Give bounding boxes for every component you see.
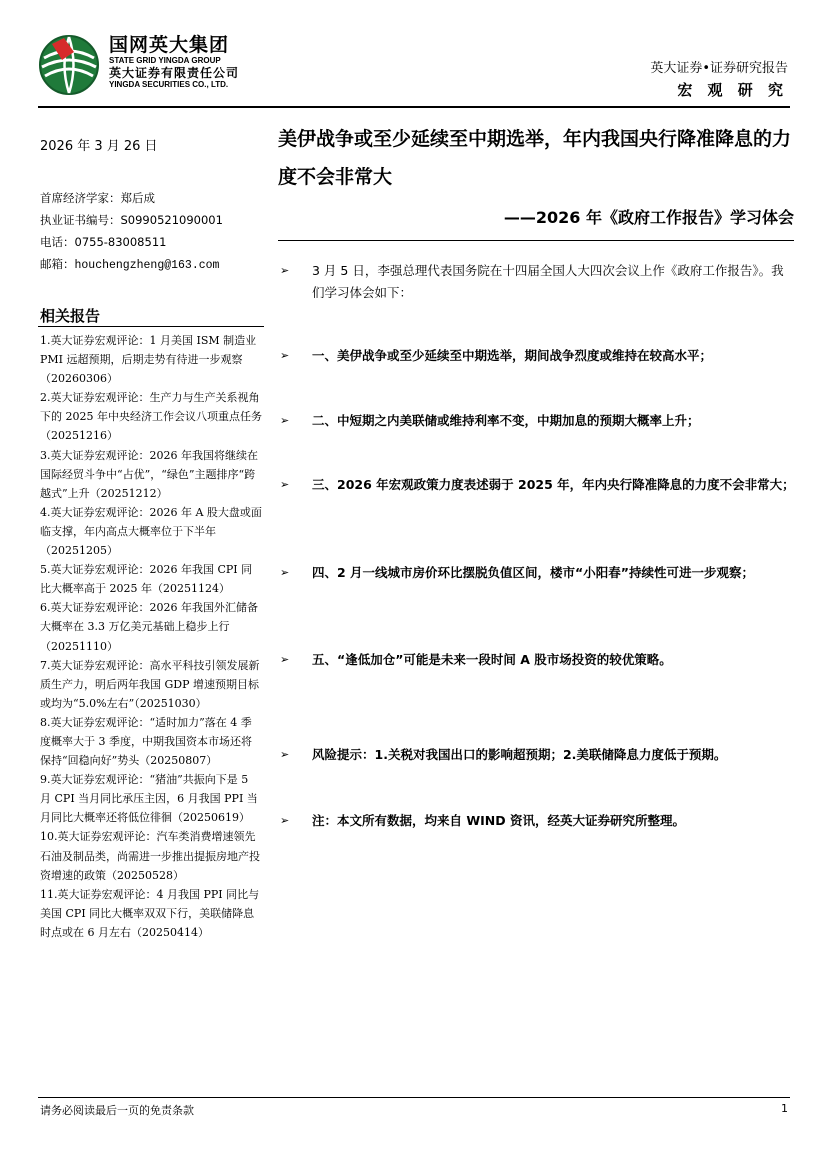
bullet-point-5: ➢ 五、“逢低加仓”可能是未来一段时间 A 股市场投资的较优策略。 — [280, 649, 796, 671]
page-number: 1 — [781, 1102, 788, 1115]
related-report-item[interactable]: 7.英大证券宏观评论：高水平科技引领发展新质生产力，明后两年我国 GDP 增速预期目标或均为“5.0%左右”（20251030） — [40, 658, 260, 710]
brand-name-en: STATE GRID YINGDA GROUP — [109, 56, 221, 65]
report-type: 宏 观 研 究 — [677, 81, 788, 99]
header-divider — [38, 106, 790, 108]
related-divider — [38, 326, 264, 327]
arrow-icon: ➢ — [280, 264, 290, 277]
title-divider — [278, 240, 794, 241]
risk-warning: ➢ 风险提示：1.关税对我国出口的影响超预期；2.美联储降息力度低于预期。 — [280, 744, 796, 766]
data-note: ➢ 注：本文所有数据，均来自 WIND 资讯，经英大证券研究所整理。 — [280, 810, 796, 832]
related-reports-title: 相关报告 — [40, 307, 101, 325]
disclaimer-note: 请务必阅读最后一页的免责条款 — [40, 1104, 194, 1117]
arrow-icon: ➢ — [280, 653, 290, 666]
bullet-point-2: ➢ 二、中短期之内美联储或维持利率不变，中期加息的预期大概率上升； — [280, 410, 796, 432]
related-report-item[interactable]: 10.英大证券宏观评论：汽车类消费增速领先石油及制品类，尚需进一步推出提振房地产投资增速的政策（20250528） — [40, 830, 260, 882]
email-link[interactable]: houchengzheng@163.com — [74, 259, 220, 272]
arrow-icon: ➢ — [280, 748, 290, 761]
related-report-item[interactable]: 4.英大证券宏观评论：2026 年 A 股大盘或面临支撑，年内高点大概率位于下半年（20251205） — [40, 505, 262, 558]
report-subtitle: ——2026 年《政府工作报告》学习体会 — [503, 208, 794, 227]
bullet-intro: ➢ 3 月 5 日，李强总理代表国务院在十四届全国人大四次会议上作《政府工作报告》。我们学习体会如下： — [280, 260, 796, 304]
related-report-item[interactable]: 3.英大证券宏观评论：2026 年我国将继续在国际经贸斗争中“占优”，“绿色”主题排序“跨越式”上升（20251212） — [40, 448, 258, 500]
brand-name: 国网英大集团 — [109, 34, 230, 56]
arrow-icon: ➢ — [280, 349, 290, 362]
author-info — [40, 187, 223, 277]
related-report-item[interactable]: 5.英大证券宏观评论：2026 年我国 CPI 同比大概率高于 2025 年（20251124） — [40, 563, 253, 596]
related-report-item[interactable]: 2.英大证券宏观评论：生产力与生产关系视角下的 2025 年中央经济工作会议八项重点任务（20251216） — [40, 391, 262, 443]
bullet-point-4: ➢ 四、2 月一线城市房价环比摆脱负值区间，楼市“小阳春”持续性可进一步观察； — [280, 562, 796, 584]
email-label: 邮箱： — [40, 257, 75, 271]
bullet-point-1: ➢ 一、美伊战争或至少延续至中期选举，期间战争烈度或维持在较高水平； — [280, 345, 796, 367]
report-source: 英大证券•证券研究报告 — [650, 61, 788, 76]
related-report-item[interactable]: 9.英大证券宏观评论：“猪油”共振向下是 5 月 CPI 当月同比承压主因，6 月我国 PPI 当月同比大概率还将低位徘徊（20250619） — [40, 773, 258, 825]
related-report-item[interactable]: 11.英大证券宏观评论：4 月我国 PPI 同比与美国 CPI 同比大概率双双下行，美联储降息时点或在 6 月左右（20250414） — [40, 887, 260, 939]
related-reports-list — [40, 331, 262, 942]
phone: 电话：0755-83008511 — [40, 235, 167, 249]
company-name-en: YINGDA SECURITIES CO., LTD. — [109, 80, 229, 89]
bullet-point-3: ➢ 三、2026 年宏观政策力度表述弱于 2025 年，年内央行降准降息的力度不会非常大； — [280, 474, 796, 496]
arrow-icon: ➢ — [280, 414, 290, 427]
email-row — [40, 253, 223, 277]
report-date: 2026 年 3 月 26 日 — [40, 139, 158, 154]
related-report-item[interactable]: 8.英大证券宏观评论：“适时加力”落在 4 季度概率大于 3 季度，中期我国资本市场还将保持“回稳向好”势头（20250807） — [40, 715, 252, 768]
related-report-item[interactable]: 6.英大证券宏观评论：2026 年我国外汇储备大概率在 3.3 万亿美元基础上稳步上行（20251110） — [40, 601, 258, 653]
state-grid-logo-icon — [38, 34, 100, 96]
company-name: 英大证券有限责任公司 — [109, 66, 240, 80]
author-name: 首席经济学家：郑后成 — [40, 191, 155, 205]
related-report-item[interactable]: 1.英大证券宏观评论：1 月美国 ISM 制造业 PMI 远超预期，后期走势有待进一步观察（20260306） — [40, 334, 257, 386]
report-title: 美伊战争或至少延续至中期选举，年内我国央行降准降息的力度不会非常大 — [278, 128, 792, 188]
license-number: 执业证书编号：S0990521090001 — [40, 213, 223, 227]
arrow-icon: ➢ — [280, 478, 290, 491]
footer-divider — [38, 1097, 790, 1098]
arrow-icon: ➢ — [280, 566, 290, 579]
arrow-icon: ➢ — [280, 814, 290, 827]
brand-block — [109, 36, 239, 89]
